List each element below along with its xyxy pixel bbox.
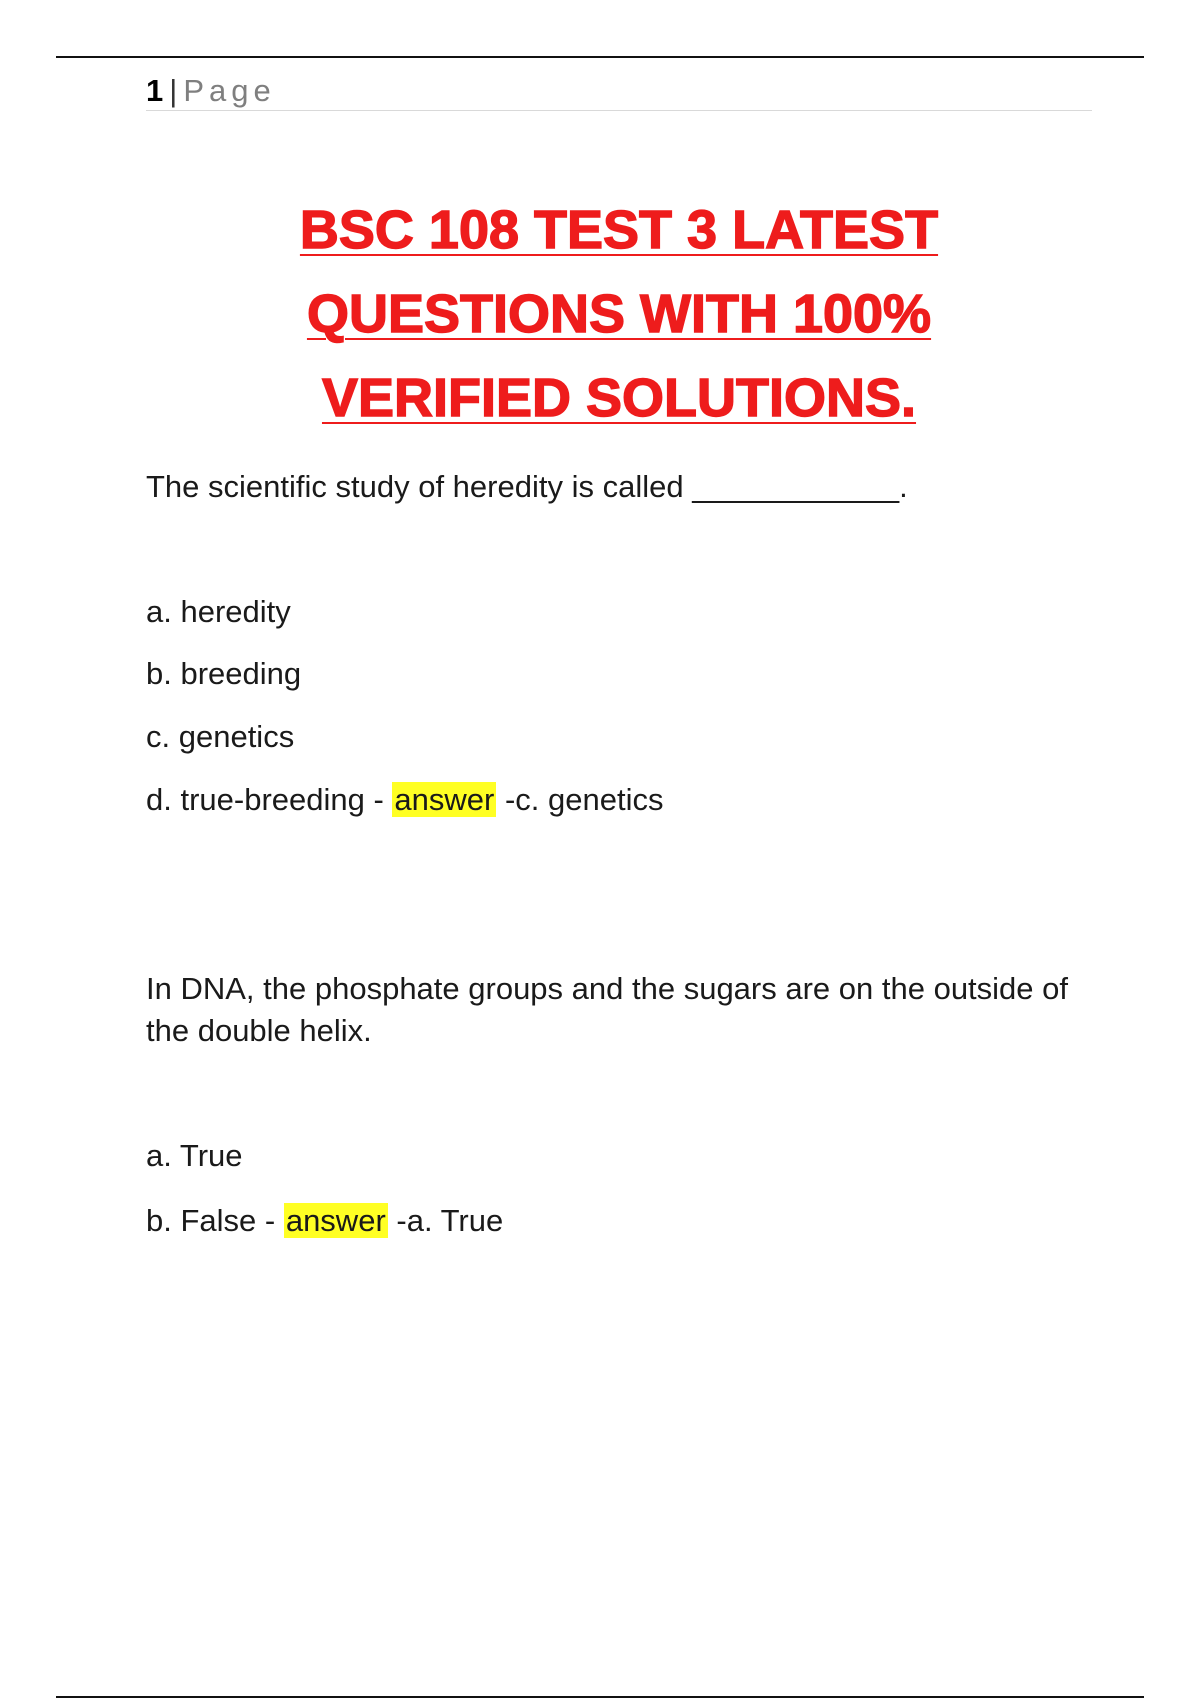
title-line-2: QUESTIONS WITH 100% [306, 284, 932, 344]
question-2-option-a: a. True [146, 1138, 243, 1173]
page-header [146, 72, 1092, 111]
question-2-answer: -a. True [387, 1203, 504, 1238]
page-label: Page [183, 73, 276, 108]
question-2-option-b-line [146, 1201, 503, 1241]
top-rule [56, 56, 1144, 58]
page-separator: | [169, 73, 178, 108]
question-1-option-d: d. true-breeding - [146, 782, 393, 817]
question-2-text: In DNA, the phosphate groups and the sugars are on the outside of the double helix. [146, 971, 1069, 1048]
question-1-option-b: b. breeding [146, 656, 302, 691]
document-title [146, 188, 1092, 440]
bottom-rule [56, 1696, 1144, 1698]
question-2-option-b: b. False - [146, 1203, 284, 1238]
page-number: 1 [146, 73, 164, 108]
answer-highlight: answer [394, 782, 495, 817]
question-1-option-d-line [146, 780, 663, 820]
title-line-3: VERIFIED SOLUTIONS. [321, 368, 917, 428]
title-line-1: BSC 108 TEST 3 LATEST [299, 200, 939, 260]
question-1-option-a: a. heredity [146, 594, 291, 629]
question-1-text: The scientific study of heredity is called ____________. [146, 469, 908, 504]
answer-highlight: answer [285, 1203, 386, 1238]
question-1-option-c: c. genetics [146, 719, 295, 754]
question-1-answer: -c. genetics [496, 782, 664, 817]
